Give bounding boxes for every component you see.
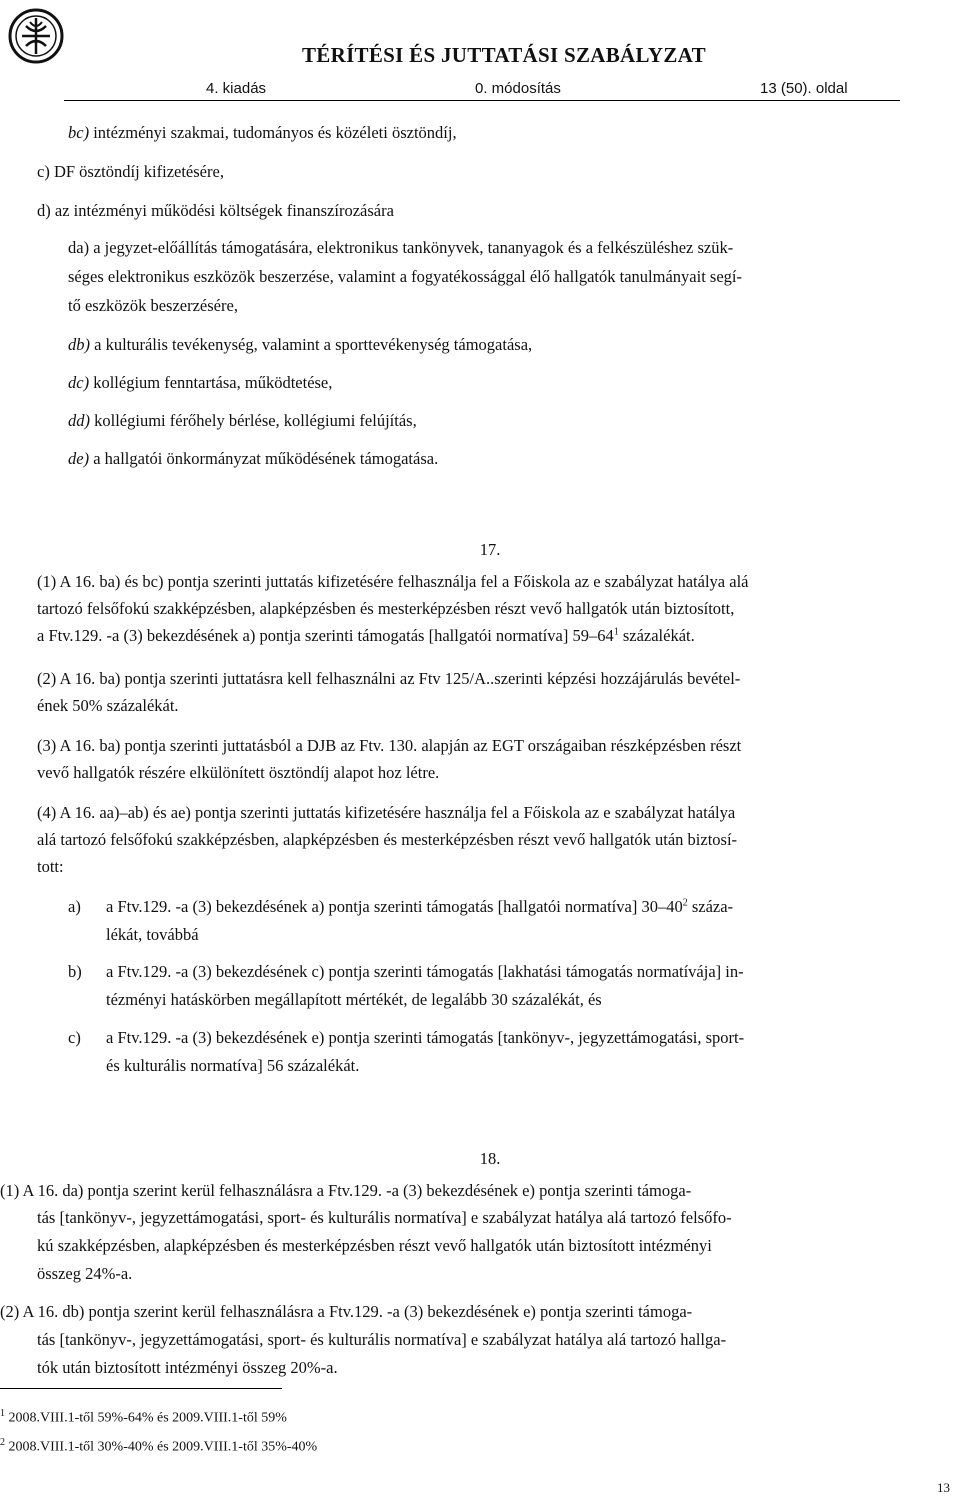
sub-item-line: és kulturális normatíva] 56 százalékát.: [106, 1056, 360, 1075]
sub-item-line: a Ftv.129. -a (3) bekezdésének e) pontja szerinti támogatás [tankönyv-, jegyzettámogatási, sport-: [106, 1028, 745, 1047]
paragraph-line: ének 50% százalékát.: [37, 696, 179, 715]
footnote: [0, 1437, 317, 1456]
line-text: a Ftv.129. -a (3) bekezdésének a) pontja szerinti támogatás [hallgatói normatíva] 30–40: [106, 897, 683, 916]
modification-label: 0. módosítás: [475, 80, 561, 97]
sub-item-label: c): [68, 1028, 81, 1047]
paragraph-line: (2) A 16. db) pontja szerint kerül felhasználásra a Ftv.129. -a (3) bekezdésének e) pontja szerinti támoga-: [0, 1302, 693, 1321]
paragraph-line: tók után biztosított intézményi összeg 20%-a.: [37, 1358, 338, 1377]
footnote: [0, 1408, 287, 1427]
edition-label: 4. kiadás: [206, 80, 267, 97]
header-rule: [64, 100, 900, 101]
footnote-number: 2: [0, 1437, 5, 1448]
item-text: intézményi szakmai, tudományos és közéleti ösztöndíj,: [89, 123, 457, 142]
item-label: d): [37, 201, 51, 220]
paragraph-line: (1) A 16. da) pontja szerint kerül felhasználásra a Ftv.129. -a (3) bekezdésének e) pontja szerinti támoga-: [0, 1181, 692, 1200]
sub-item-line: a Ftv.129. -a (3) bekezdésének c) pontja szerinti támogatás [lakhatási támogatás normatívája] in-: [106, 962, 744, 981]
paragraph-line: tás [tankönyv-, jegyzettámogatási, sport- és kulturális normatíva] e szabályzat hatálya alá tartozó hallga-: [37, 1330, 727, 1349]
section-heading-17: 17.: [479, 540, 501, 559]
sub-item-line: tézményi hatáskörben megállapított mértékét, de legalább 30 százalékát, és: [106, 990, 602, 1009]
item-text: a kulturális tevékenység, valamint a sporttevékenység támogatása,: [90, 335, 533, 354]
page-indicator: 13 (50). oldal: [760, 80, 848, 97]
list-item: [68, 373, 332, 393]
line-text: száza-: [687, 897, 734, 916]
item-text: kollégium fenntartása, működtetése,: [89, 373, 333, 392]
paragraph-line: (1) A 16. ba) és bc) pontja szerinti juttatás kifizetésére felhasználja fel a Főiskola az e szabályzat hatálya alá: [37, 572, 749, 591]
paragraph-line: (2) A 16. ba) pontja szerinti juttatásra kell felhasználni az Ftv 125/A..szerinti képzési hozzájárulás bevétel-: [37, 669, 741, 688]
paragraph-line: (4) A 16. aa)–ab) és ae) pontja szerinti juttatás kifizetésére használja fel a Főiskola az e szabályzat hatálya: [37, 803, 736, 822]
institution-logo: [8, 8, 64, 64]
footnote-number: 1: [0, 1408, 5, 1419]
paragraph-line: kú szakképzésben, alapképzésben és mesterképzésben részt vevő hallgatók után biztosított intézményi: [37, 1236, 712, 1255]
item-text: kollégiumi férőhely bérlése, kollégiumi felújítás,: [90, 411, 417, 430]
paragraph-line: [37, 626, 695, 646]
document-title: TÉRÍTÉSI ÉS JUTTATÁSI SZABÁLYZAT: [302, 43, 706, 67]
section-heading-18: 18.: [479, 1149, 501, 1168]
list-item: [68, 335, 532, 355]
footnote-text: 2008.VIII.1-től 30%-40% és 2009.VIII.1-től 35%-40%: [8, 1439, 318, 1455]
paragraph-line: tás [tankönyv-, jegyzettámogatási, sport- és kulturális normatíva] e szabályzat hatálya alá tartozó felsőfo-: [37, 1208, 732, 1227]
item-label: c): [37, 162, 50, 181]
paragraph-line: alá tartozó felsőfokú szakképzésben, alapképzésben és mesterképzésben részt vevő hallgatók után biztosí-: [37, 830, 738, 849]
item-label: dc): [68, 373, 90, 392]
sub-item-line: [106, 897, 733, 917]
item-label: bc): [68, 123, 90, 142]
list-item: [68, 411, 417, 431]
sub-item-label: b): [68, 962, 82, 981]
line-text: a Ftv.129. -a (3) bekezdésének a) pontja szerinti támogatás [hallgatói normatíva] 59–64: [37, 626, 614, 645]
item-label: db): [68, 335, 90, 354]
da-line: séges elektronikus eszközök beszerzése, valamint a fogyatékossággal élő hallgatók tanulmányait segí-: [68, 267, 742, 286]
list-item: [68, 449, 438, 469]
da-line: tő eszközök beszerzésére,: [68, 296, 238, 315]
list-item: [37, 201, 394, 221]
paragraph-line: (3) A 16. ba) pontja szerinti juttatásból a DJB az Ftv. 130. alapján az EGT országaiban részképzésben részt: [37, 736, 742, 755]
footnote-ref[interactable]: 2: [682, 897, 688, 909]
da-line: da) a jegyzet-előállítás támogatására, elektronikus tankönyvek, tananyagok és a felkészüléshez szük-: [68, 238, 734, 257]
item-text: az intézményi működési költségek finanszírozására: [50, 201, 394, 220]
item-label: dd): [68, 411, 90, 430]
line-text: százalékát.: [618, 626, 695, 645]
list-item: [68, 123, 457, 143]
sub-item-line: lékát, továbbá: [106, 925, 199, 944]
paragraph-line: tartozó felsőfokú szakképzésben, alapképzésben és mesterképzésben részt vevő hallgatók után biztosított,: [37, 599, 735, 618]
item-text: a hallgatói önkormányzat működésének támogatása.: [89, 449, 439, 468]
paragraph-line: összeg 24%-a.: [37, 1264, 133, 1283]
item-label: de): [68, 449, 90, 468]
paragraph-line: tott:: [37, 857, 64, 876]
footnote-text: 2008.VIII.1-től 59%-64% és 2009.VIII.1-től 59%: [8, 1410, 287, 1426]
footnote-ref[interactable]: 1: [613, 626, 619, 638]
item-text: DF ösztöndíj kifizetésére,: [49, 162, 224, 181]
paragraph-line: vevő hallgatók részére elkülönített ösztöndíj alapot hoz létre.: [37, 763, 440, 782]
page-number: 13: [937, 1480, 950, 1495]
sub-item-label: a): [68, 897, 81, 916]
list-item: [37, 162, 224, 182]
footnote-rule: [0, 1388, 282, 1389]
